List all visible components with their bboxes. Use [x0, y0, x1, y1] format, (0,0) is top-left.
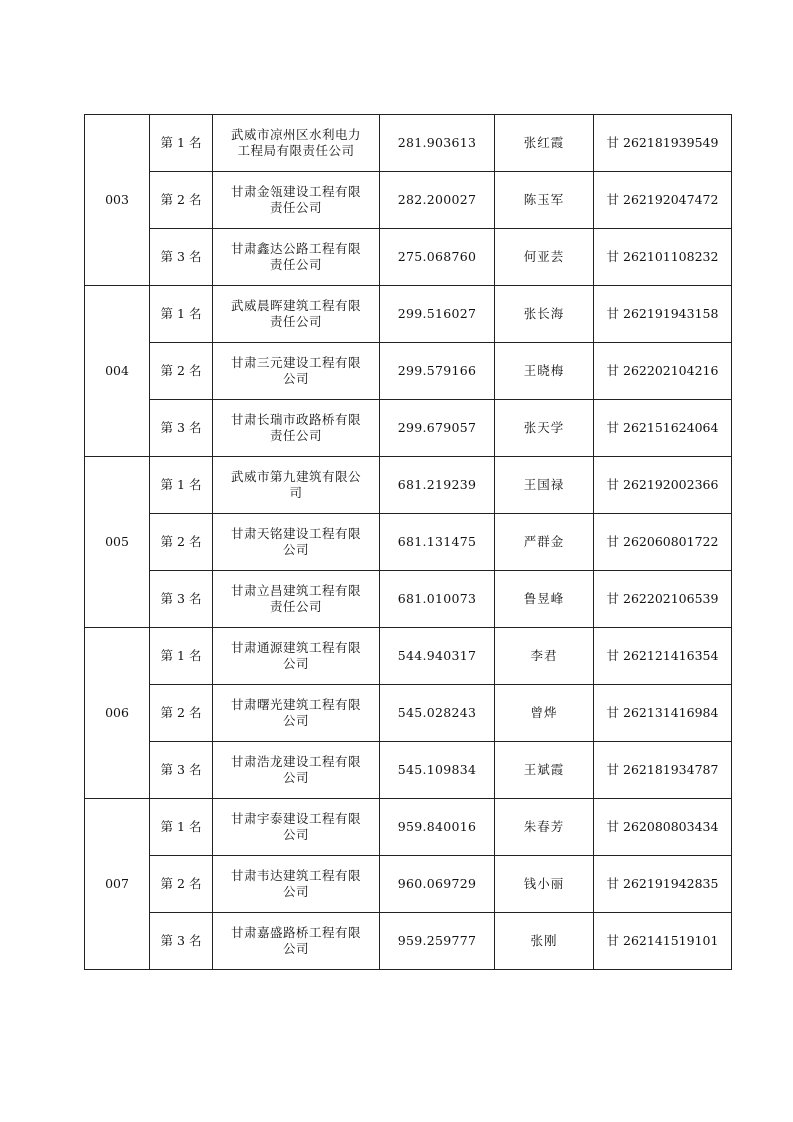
table-row: [85, 172, 732, 229]
price-cell: 681.010073: [380, 571, 495, 628]
manager-cell: 鲁昱峰: [495, 571, 594, 628]
certificate-cell: 甘 262060801722: [594, 514, 732, 571]
manager-cell: 朱春芳: [495, 799, 594, 856]
certificate-cell: 甘 262202106539: [594, 571, 732, 628]
lot-number-cell: 004: [85, 286, 150, 457]
rank-cell: 第 1 名: [150, 628, 213, 685]
rank-cell: 第 2 名: [150, 343, 213, 400]
price-cell: 959.259777: [380, 913, 495, 970]
rank-cell: 第 1 名: [150, 115, 213, 172]
company-name: 武威晨晖建筑工程有限责任公司: [230, 298, 361, 329]
rank-cell: 第 1 名: [150, 286, 213, 343]
lot-number-cell: 005: [85, 457, 150, 628]
certificate-cell: 甘 262191943158: [594, 286, 732, 343]
company-cell: [213, 457, 380, 514]
company-cell: [213, 343, 380, 400]
table-row: [85, 628, 732, 685]
certificate-cell: 甘 262181939549: [594, 115, 732, 172]
price-cell: 681.131475: [380, 514, 495, 571]
table-row: [85, 685, 732, 742]
company-name: 甘肃曙光建筑工程有限公司: [230, 697, 361, 728]
rank-cell: 第 2 名: [150, 514, 213, 571]
company-name: 甘肃通源建筑工程有限公司: [230, 640, 361, 671]
table-row: [85, 115, 732, 172]
certificate-cell: 甘 262131416984: [594, 685, 732, 742]
certificate-cell: 甘 262202104216: [594, 343, 732, 400]
company-name: 甘肃立昌建筑工程有限责任公司: [230, 583, 361, 614]
manager-cell: 严群金: [495, 514, 594, 571]
table-row: [85, 400, 732, 457]
table-row: [85, 742, 732, 799]
price-cell: 960.069729: [380, 856, 495, 913]
company-name: 甘肃长瑞市政路桥有限责任公司: [230, 412, 361, 443]
certificate-cell: 甘 262080803434: [594, 799, 732, 856]
price-cell: 275.068760: [380, 229, 495, 286]
rank-cell: 第 2 名: [150, 685, 213, 742]
company-cell: [213, 913, 380, 970]
table-row: [85, 856, 732, 913]
manager-cell: 李君: [495, 628, 594, 685]
manager-cell: 王国禄: [495, 457, 594, 514]
company-cell: [213, 229, 380, 286]
manager-cell: 张红霞: [495, 115, 594, 172]
certificate-cell: 甘 262192002366: [594, 457, 732, 514]
manager-cell: 张刚: [495, 913, 594, 970]
manager-cell: 王斌霞: [495, 742, 594, 799]
certificate-cell: 甘 262181934787: [594, 742, 732, 799]
company-name: 武威市第九建筑有限公司: [230, 469, 361, 500]
price-cell: 545.109834: [380, 742, 495, 799]
certificate-cell: 甘 262141519101: [594, 913, 732, 970]
company-name: 武威市凉州区水利电力工程局有限责任公司: [230, 127, 361, 158]
certificate-cell: 甘 262101108232: [594, 229, 732, 286]
company-cell: [213, 514, 380, 571]
certificate-cell: 甘 262192047472: [594, 172, 732, 229]
table-row: [85, 799, 732, 856]
price-cell: 545.028243: [380, 685, 495, 742]
price-cell: 299.679057: [380, 400, 495, 457]
price-cell: 681.219239: [380, 457, 495, 514]
price-cell: 299.516027: [380, 286, 495, 343]
company-cell: [213, 571, 380, 628]
lot-number-cell: 007: [85, 799, 150, 970]
company-cell: [213, 172, 380, 229]
company-name: 甘肃宇泰建设工程有限公司: [230, 811, 361, 842]
lot-number-cell: 003: [85, 115, 150, 286]
certificate-cell: 甘 262151624064: [594, 400, 732, 457]
company-cell: [213, 799, 380, 856]
table-row: [85, 229, 732, 286]
company-name: 甘肃鑫达公路工程有限责任公司: [230, 241, 361, 272]
company-cell: [213, 685, 380, 742]
company-name: 甘肃韦达建筑工程有限公司: [230, 868, 361, 899]
table-row: [85, 286, 732, 343]
company-cell: [213, 286, 380, 343]
company-cell: [213, 856, 380, 913]
rank-cell: 第 2 名: [150, 856, 213, 913]
manager-cell: 曾烨: [495, 685, 594, 742]
company-cell: [213, 115, 380, 172]
manager-cell: 陈玉军: [495, 172, 594, 229]
table-row: [85, 913, 732, 970]
manager-cell: 张天学: [495, 400, 594, 457]
company-name: 甘肃嘉盛路桥工程有限公司: [230, 925, 361, 956]
rank-cell: 第 1 名: [150, 799, 213, 856]
company-name: 甘肃三元建设工程有限公司: [230, 355, 361, 386]
certificate-cell: 甘 262191942835: [594, 856, 732, 913]
price-cell: 282.200027: [380, 172, 495, 229]
rank-cell: 第 1 名: [150, 457, 213, 514]
certificate-cell: 甘 262121416354: [594, 628, 732, 685]
table-row: [85, 514, 732, 571]
rank-cell: 第 3 名: [150, 742, 213, 799]
manager-cell: 张长海: [495, 286, 594, 343]
manager-cell: 钱小丽: [495, 856, 594, 913]
company-cell: [213, 742, 380, 799]
rank-cell: 第 2 名: [150, 172, 213, 229]
rank-cell: 第 3 名: [150, 913, 213, 970]
rank-cell: 第 3 名: [150, 571, 213, 628]
rank-cell: 第 3 名: [150, 229, 213, 286]
company-name: 甘肃天铭建设工程有限公司: [230, 526, 361, 557]
bid-results-table: [84, 114, 732, 970]
price-cell: 281.903613: [380, 115, 495, 172]
price-cell: 299.579166: [380, 343, 495, 400]
company-cell: [213, 628, 380, 685]
price-cell: 544.940317: [380, 628, 495, 685]
price-cell: 959.840016: [380, 799, 495, 856]
table-row: [85, 457, 732, 514]
company-name: 甘肃浩龙建设工程有限公司: [230, 754, 361, 785]
rank-cell: 第 3 名: [150, 400, 213, 457]
table-row: [85, 571, 732, 628]
manager-cell: 王晓梅: [495, 343, 594, 400]
company-cell: [213, 400, 380, 457]
manager-cell: 何亚芸: [495, 229, 594, 286]
lot-number-cell: 006: [85, 628, 150, 799]
company-name: 甘肃金瓴建设工程有限责任公司: [230, 184, 361, 215]
table-row: [85, 343, 732, 400]
